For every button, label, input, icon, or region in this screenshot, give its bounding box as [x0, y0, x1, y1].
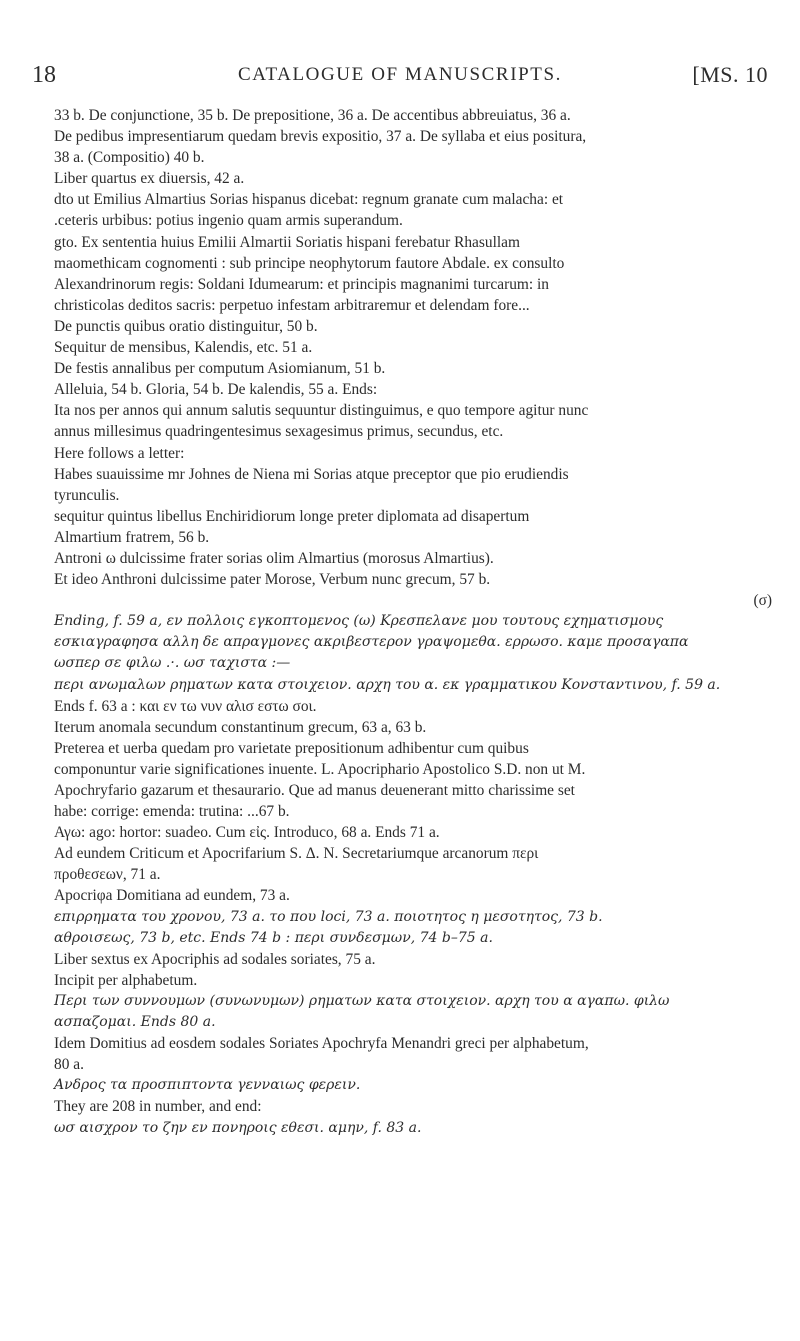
catalogue-entry-text — [32, 105, 772, 1139]
text-line: Ita nos per annos qui annum salutis sequuntur distinguimus, e quo tempore agitur nunc — [54, 402, 589, 420]
text-line: 38 a. (Compositio) 40 b. — [54, 149, 205, 167]
text-line: .ceteris urbibus: potius ingenio quam armis superandum. — [54, 212, 403, 230]
text-line: Iterum anomala secundum constantinum grecum, 63 a, 63 b. — [54, 718, 427, 736]
text-line: αθροισεως, 73 b, etc. Ends 74 b : περι συνδεσμων, 74 b–75 a. — [54, 929, 493, 946]
text-line: Here follows a letter: — [54, 444, 185, 462]
text-line: 80 a. — [54, 1056, 84, 1074]
text-line: Habes suauissime mr Johnes de Niena mi Sorias atque preceptor que pio erudiendis — [54, 465, 569, 483]
text-line: Ανδρος τα προσπιπτοντα γενναιως φερειν. — [54, 1077, 361, 1094]
text-line: dto ut Emilius Almartius Sorias hispanus dicebat: regnum granate cum malacha: et — [54, 191, 564, 209]
text-line: annus millesimus quadringentesimus sexagesimus primus, secundus, etc. — [54, 423, 504, 441]
text-line: Antroni ω dulcissime frater sorias olim Almartius (morosus Almartius). — [54, 549, 494, 567]
text-line: Liber sextus ex Apocriphis ad sodales soriates, 75 a. — [54, 950, 376, 968]
text-line: προθεσεων, 71 a. — [54, 866, 161, 884]
text-line: Et ideo Anthroni dulcissime pater Morose, Verbum nunc grecum, 57 b. — [54, 571, 491, 589]
text-line: componuntur varie significationes inuente. L. Apocriphario Apostolico S.D. non ut M. — [54, 760, 586, 778]
text-line: Περι των συννουμων (συνωνυμων) ρηματων κατα στοιχειον. αρχη του α αγαπω. φιλω — [54, 992, 670, 1009]
text-line: christicolas deditos sacris: perpetuo infestam arbitraremur et delendam fore... — [54, 296, 530, 314]
text-line: Ad eundem Criticum et Apocrifarium S. Δ. N. Secretariumque arcanorum περι — [54, 845, 539, 863]
manuscript-reference: [MS. 10 — [692, 62, 768, 87]
text-line: De festis annalibus per computum Asiomianum, 51 b. — [54, 360, 386, 378]
text-line: Alleluia, 54 b. Gloria, 54 b. De kalendis, 55 a. Ends: — [54, 381, 378, 399]
text-line: Ends f. 63 a : και εν τω νυν αλισ εστω σοι. — [54, 697, 317, 715]
text-line: Apocriφa Domitiana ad eundem, 73 a. — [54, 887, 290, 905]
text-line: Idem Domitius ad eosdem sodales Soriates Apochryfa Menandri greci per alphabetum, — [54, 1035, 589, 1053]
text-line: Almartium fratrem, 56 b. — [54, 528, 210, 546]
text-line: De punctis quibus oratio distinguitur, 50 b. — [54, 317, 318, 335]
text-line: sequitur quintus libellus Enchiridiorum longe preter diplomata ad disapertum — [54, 507, 530, 525]
text-line: Preterea et uerba quedam pro varietate prepositionum adhibentur cum quibus — [54, 739, 529, 757]
page-header — [32, 62, 768, 92]
text-line: Αγω: ago: hortor: suadeo. Cum εἰς. Introduco, 68 a. Ends 71 a. — [54, 824, 440, 842]
text-line: maomethicam cognomenti : sub principe neophytorum fautore Abdale. ex consulto — [54, 254, 565, 272]
text-line: Incipit per alphabetum. — [54, 971, 198, 989]
text-line: habe: corrige: emenda: trutina: ...67 b. — [54, 803, 290, 821]
text-line: Alexandrinorum regis: Soldani Idumearum: et principis magnanimi turcarum: in — [54, 275, 549, 293]
text-line: They are 208 in number, and end: — [54, 1098, 262, 1116]
page-number: 18 — [32, 62, 56, 88]
text-line: ωσ αισχρον το ζην εν πονηροις εθεσι. αμην, f. 83 a. — [54, 1119, 422, 1136]
text-line: gto. Ex sententia huius Emilii Almartii Soriatis hispani ferebatur Rhasullam — [54, 233, 520, 251]
text-line: Liber quartus ex diuersis, 42 a. — [54, 170, 245, 188]
text-line: Sequitur de mensibus, Kalendis, etc. 51 a. — [54, 339, 313, 357]
text-line: ασπαζομαι. Ends 80 a. — [54, 1014, 216, 1031]
text-line: 33 b. De conjunctione, 35 b. De prepositione, 36 a. De accentibus abbreuiatus, 36 a. — [54, 107, 571, 124]
text-line: περι ανωμαλων ρηματων κατα στοιχειον. αρχη του α. εκ γραμματικου Κονσταντινου, f. 59 a. — [54, 676, 721, 693]
text-line: Apochryfario gazarum et thesaurario. Que ad manus deuenerant mitto charissime set — [54, 782, 575, 799]
text-line: επιρρηματα του χρονου, 73 a. το που loci, 73 a. ποιοτητος η μεσοτητος, 73 b. — [54, 908, 603, 925]
text-line: Ending, f. 59 a, εν πολλοις εγκοπτομενος (ω) Κρεσπελανε μου τουτους εχηματισμους — [54, 613, 664, 630]
text-line: tyrunculis. — [54, 486, 120, 504]
text-line: ωσπερ σε φιλω .·. ωσ ταχιστα :— — [54, 655, 291, 672]
text-line: (σ) — [753, 592, 772, 610]
text-line: De pedibus impresentiarum quedam brevis expositio, 37 a. De syllaba et eius positura, — [54, 128, 587, 146]
text-line: εσκιαγραφησα αλλη δε απραγμονες ακριβεστερον γραψομεθα. ερρωσο. καμε προσαγαπα — [54, 634, 689, 651]
running-title: CATALOGUE OF MANUSCRIPTS. — [237, 64, 563, 85]
